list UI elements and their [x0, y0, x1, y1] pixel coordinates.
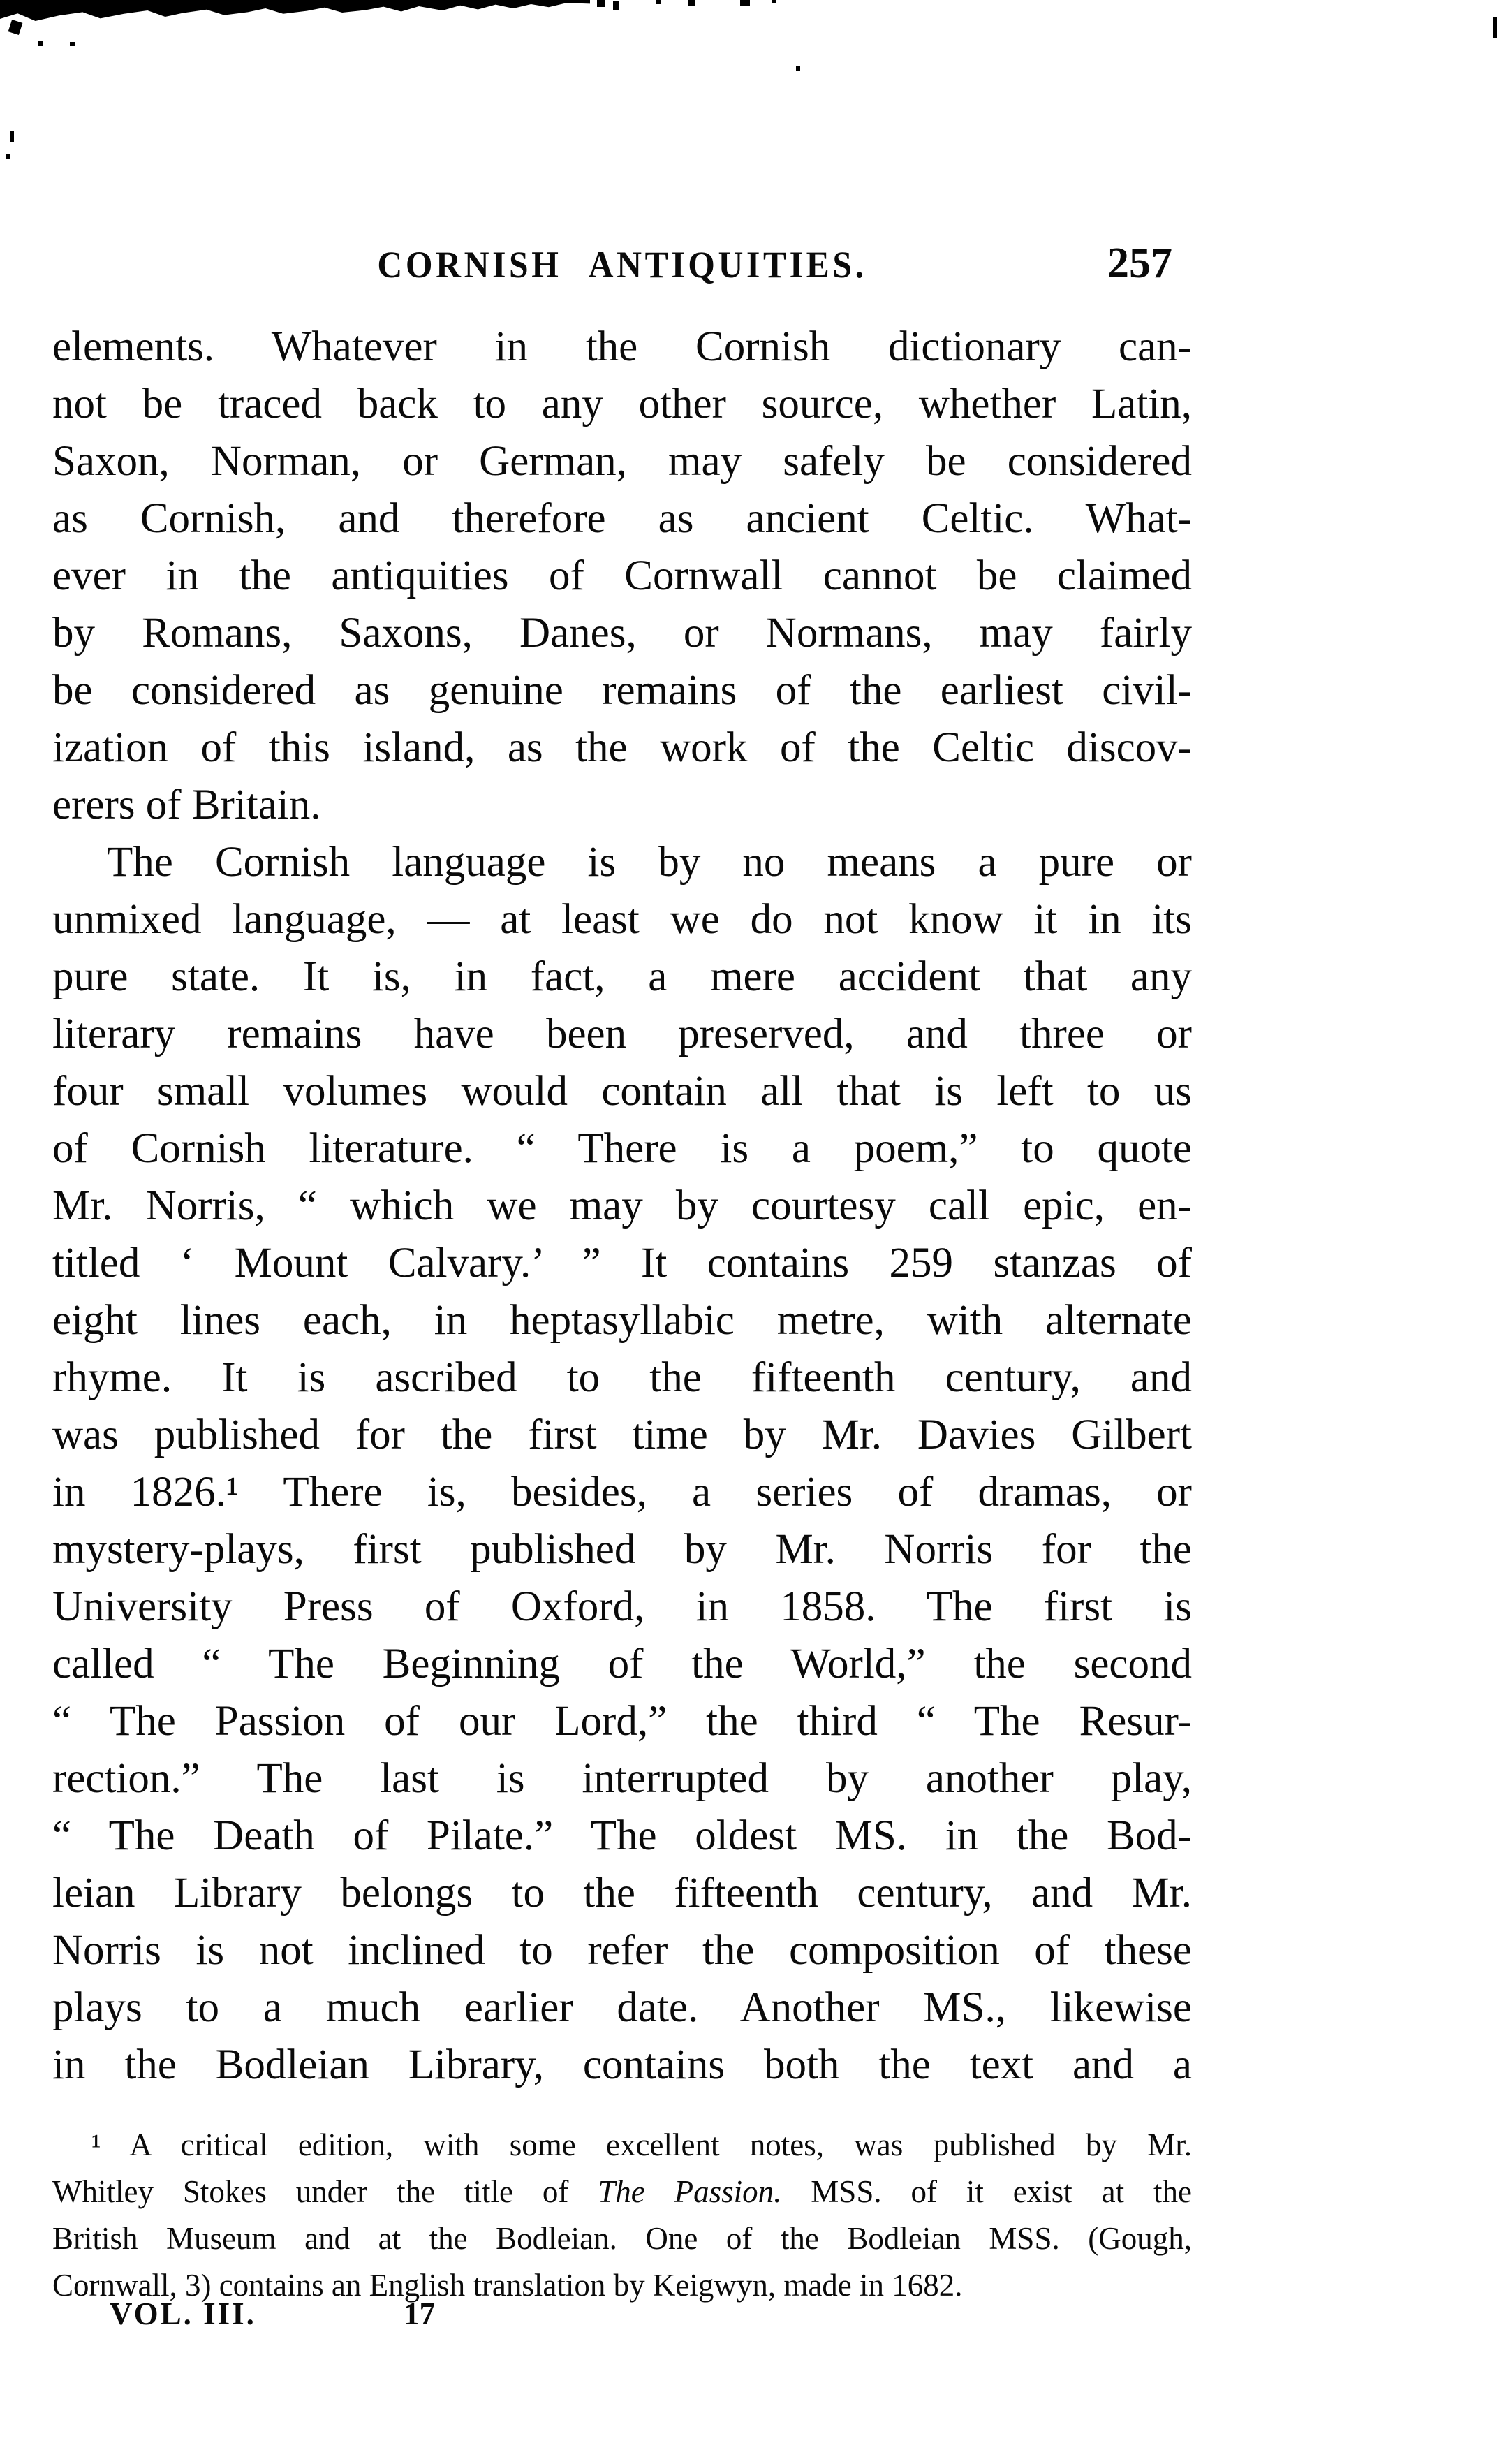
text-line: leian Library belongs to the fifteenth century, and Mr.	[52, 1870, 1192, 1916]
text-line: ever in the antiquities of Cornwall cannot be claimed	[52, 552, 1192, 599]
footnote-text: Whitley Stokes under the title of	[52, 2174, 598, 2209]
text-line: “ The Passion of our Lord,” the third “ The Resur-	[52, 1698, 1192, 1745]
text-line: eight lines each, in heptasyllabic metre, with alternate	[52, 1297, 1192, 1344]
volume-label: VOL. III.	[110, 2296, 256, 2331]
scan-artifact-speck	[613, 1, 619, 10]
text-line: of Cornish literature. “ There is a poem,” to quote	[52, 1125, 1192, 1172]
text-line: Norris is not inclined to refer the composition of these	[52, 1927, 1192, 1974]
scan-artifact-speck	[597, 0, 605, 7]
text-line: erers of Britain.	[52, 782, 321, 828]
text-line: rection.” The last is interrupted by another play,	[52, 1755, 1192, 1802]
text-line: Saxon, Norman, or German, may safely be considered	[52, 438, 1192, 485]
text-line: unmixed language, — at least we do not know it in its	[52, 896, 1192, 943]
text-line: mystery-plays, first published by Mr. Norris for the	[52, 1526, 1192, 1573]
text-line: Mr. Norris, “ which we may by courtesy call epic, en-	[52, 1182, 1192, 1229]
scan-artifact-speck	[796, 66, 800, 71]
scan-artifact-speck	[772, 0, 776, 3]
text-line: not be traced back to any other source, whether Latin,	[52, 381, 1192, 427]
footnote-line: ¹ A critical edition, with some excellent notes, was published by Mr.	[91, 2127, 1192, 2162]
footnote-line	[52, 2169, 1192, 2215]
text-line: in the Bodleian Library, contains both the text and a	[52, 2041, 1192, 2088]
footnote-line: British Museum and at the Bodleian. One of the Bodleian MSS. (Gough,	[52, 2221, 1192, 2256]
scan-artifact-speck	[38, 41, 43, 46]
text-line: pure state. It is, in fact, a mere accident that any	[52, 953, 1192, 1000]
text-line: called “ The Beginning of the World,” the second	[52, 1641, 1192, 1687]
text-line: was published for the first time by Mr. Davies Gilbert	[52, 1411, 1192, 1458]
signature-line	[52, 2296, 1192, 2338]
text-line: ization of this island, as the work of the Celtic discov-	[52, 724, 1192, 771]
scan-artifact-speck	[688, 0, 695, 6]
text-line: plays to a much earlier date. Another MS., likewise	[52, 1984, 1192, 2031]
scan-artifact-top-band	[0, 0, 590, 21]
text-line: rhyme. It is ascribed to the fifteenth century, and	[52, 1354, 1192, 1401]
scan-artifact-speck	[740, 0, 750, 6]
footnote-line: Cornwall, 3) contains an English translation by Keigwyn, made in 1682.	[52, 2268, 963, 2303]
scan-artifact-speck	[656, 0, 661, 4]
text-line: as Cornish, and therefore as ancient Celtic. What-	[52, 495, 1192, 542]
scan-artifact-speck	[1493, 17, 1497, 38]
body-text	[52, 318, 1192, 2094]
text-line: literary remains have been preserved, and three or	[52, 1011, 1192, 1057]
footnote-italic-title: The Passion.	[598, 2174, 782, 2209]
text-line: titled ‘ Mount Calvary.’ ” It contains 259 stanzas of	[52, 1240, 1192, 1286]
scan-artifact-speck	[6, 154, 10, 159]
text-line: “ The Death of Pilate.” The oldest MS. in the Bod-	[52, 1812, 1192, 1859]
text-line: by Romans, Saxons, Danes, or Normans, may fairly	[52, 610, 1192, 657]
scan-artifact-speck	[10, 131, 14, 142]
scan-artifact-speck	[8, 20, 23, 35]
running-header	[52, 240, 1192, 292]
page-title: CORNISH ANTIQUITIES.	[377, 244, 867, 286]
sheet-number: 17	[404, 2296, 436, 2331]
text-line: in 1826.¹ There is, besides, a series of dramas, or	[52, 1469, 1192, 1516]
text-line: The Cornish language is by no means a pure or	[107, 839, 1192, 886]
footnote-text: MSS. of it exist at the	[781, 2174, 1193, 2209]
text-line: be considered as genuine remains of the earliest civil-	[52, 667, 1192, 714]
scan-artifact-speck	[70, 42, 75, 46]
text-line: four small volumes would contain all that is left to us	[52, 1068, 1192, 1115]
text-line: University Press of Oxford, in 1858. The first is	[52, 1583, 1192, 1630]
footnote	[52, 2122, 1192, 2309]
text-line: elements. Whatever in the Cornish dictionary can-	[52, 323, 1192, 370]
page-number: 257	[1107, 240, 1172, 287]
